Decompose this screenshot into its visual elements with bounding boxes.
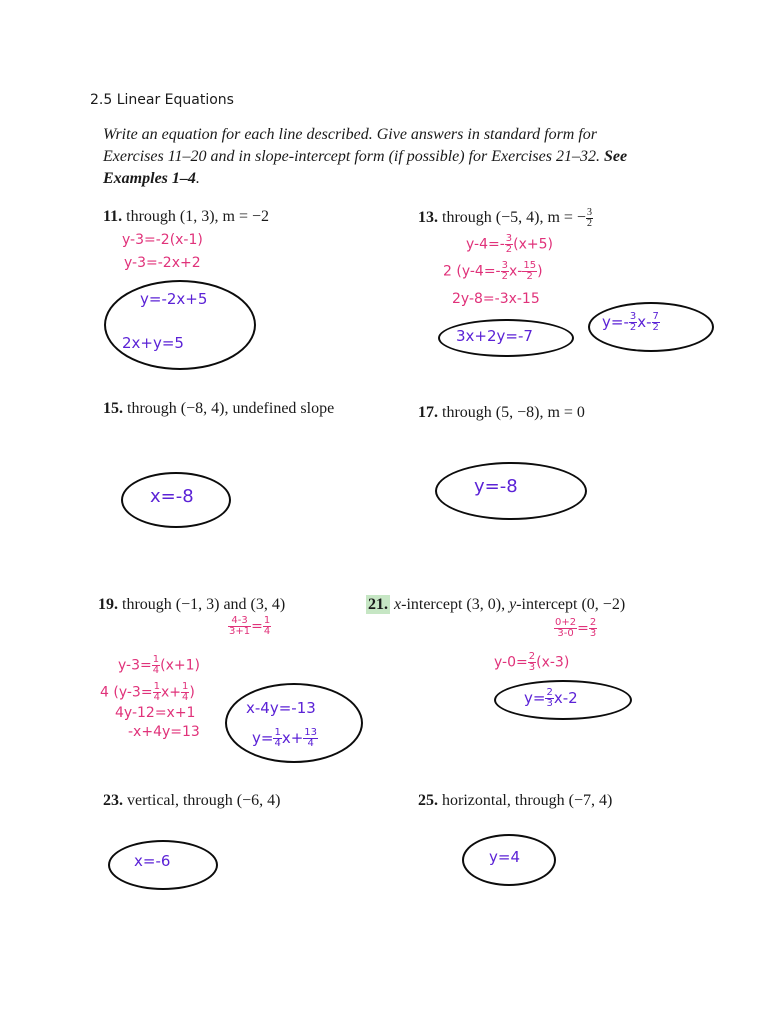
ex19-work-line-3: 4y-12=x+1 bbox=[115, 705, 196, 721]
ex13-answer-2: y=- $\frac{3}{2}$ x- $\frac{7}{2}$ bbox=[602, 311, 659, 333]
ex19-work-line-4: -x+4y=13 bbox=[128, 724, 200, 740]
ex13-work-line-2: 2 (y-4=- $\frac{3}{2}$ x- $\frac{15}{2}$ ) bbox=[443, 260, 543, 282]
exercise-19-prompt: 19. through (−1, 3) and (3, 4) bbox=[98, 596, 286, 613]
ex23-answer: x=-6 bbox=[134, 852, 171, 870]
ex19-answer-2: y= $\frac{1}{4}$ x+ $\frac{13}{4}$ bbox=[252, 727, 318, 749]
exercise-13-prompt: 13. through (−5, 4), m = − $\frac{3}{2}$ bbox=[418, 207, 592, 229]
ex19-answer-1: x-4y=-13 bbox=[246, 699, 316, 717]
exercise-23-prompt: 23. vertical, through (−6, 4) bbox=[103, 792, 281, 809]
instructions-line-1: Write an equation for each line described. Give answers in standard form for bbox=[103, 126, 598, 143]
ex15-answer: x=-8 bbox=[150, 486, 194, 507]
ex13-work-line-3: 2y-8=-3x-15 bbox=[452, 291, 540, 307]
instructions-line-3: Examples 1–4. bbox=[103, 170, 200, 187]
ex25-answer: y=4 bbox=[489, 848, 520, 866]
ex11-work-line-1: y-3=-2(x-1) bbox=[122, 232, 203, 248]
ex21-answer: y= $\frac{2}{3}$ x-2 bbox=[524, 687, 578, 709]
ex13-prompt-fraction: $\frac{3}{2}$ bbox=[586, 207, 592, 229]
ex11-work-line-2: y-3=-2x+2 bbox=[124, 255, 201, 271]
page-title: 2.5 Linear Equations bbox=[90, 92, 234, 108]
ex19-answer-oval bbox=[225, 683, 363, 763]
instructions bbox=[103, 124, 663, 190]
ex13-work-line-1: y-4=- $\frac{3}{2}$ (x+5) bbox=[466, 233, 554, 255]
exercise-15-prompt: 15. through (−8, 4), undefined slope bbox=[103, 400, 335, 417]
ex21-work-line-1: y-0= $\frac{2}{3}$ (x-3) bbox=[494, 651, 570, 673]
ex19-slope: $\frac{4-3}{3+1}$ = $\frac{1}{4}$ bbox=[229, 615, 271, 637]
exercise-21-prompt: 21. x-intercept (3, 0), y-intercept (0, −2) bbox=[368, 596, 626, 613]
ex13-answer-1: 3x+2y=-7 bbox=[456, 327, 533, 345]
ex17-answer: y=-8 bbox=[474, 476, 518, 497]
ex21-slope: $\frac{0+2}{3-0}$ = $\frac{2}{3}$ bbox=[555, 617, 597, 639]
exercise-25-prompt: 25. horizontal, through (−7, 4) bbox=[418, 792, 613, 809]
ex19-work-line-2: 4 (y-3= $\frac{1}{4}$ x+ $\frac{1}{4}$ ) bbox=[100, 681, 195, 703]
instructions-line-2: Exercises 11–20 and in slope-intercept form (if possible) for Exercises 21–32. See bbox=[103, 148, 628, 165]
ex11-answer-2: 2x+y=5 bbox=[122, 334, 184, 352]
ex11-answer-1: y=-2x+5 bbox=[140, 290, 208, 308]
ex19-work-line-1: y-3= $\frac{1}{4}$ (x+1) bbox=[118, 654, 200, 676]
exercise-11-prompt: 11. through (1, 3), m = −2 bbox=[103, 208, 270, 225]
exercise-17-prompt: 17. through (5, −8), m = 0 bbox=[418, 404, 585, 421]
